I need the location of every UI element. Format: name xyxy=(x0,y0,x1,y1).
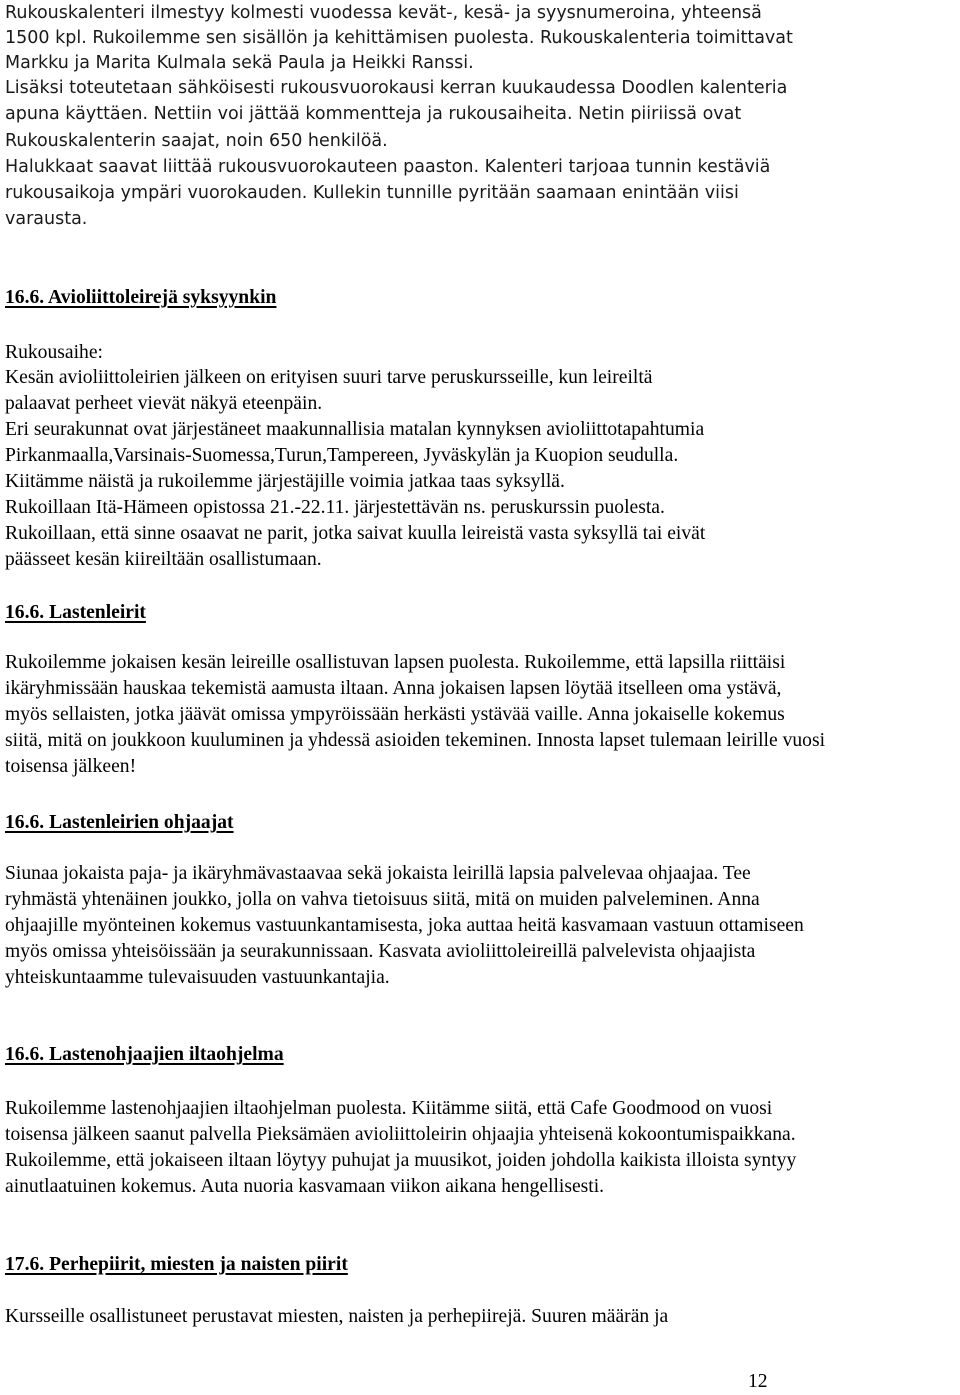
section-heading: 16.6. Lastenleirien ohjaajat xyxy=(5,812,234,833)
section-heading: 16.6. Lastenohjaajien iltaohjelma xyxy=(5,1044,284,1065)
section-line: myös omissa yhteisöissään ja seurakunnissaan. Kasvata avioliittoleireillä palvelevista ohjaajista xyxy=(5,941,756,962)
section-heading: 16.6. Lastenleirit xyxy=(5,602,146,623)
section-line: Eri seurakunnat ovat järjestäneet maakunnallisia matalan kynnyksen avioliittotapahtumia xyxy=(5,419,705,440)
section-line: toisensa jälkeen! xyxy=(5,756,137,777)
section-line: ohjaajille myönteinen kokemus vastuunkantamisesta, joka auttaa heitä kasvamaan vastuun ottamiseen xyxy=(5,915,804,936)
intro-line: apuna käyttäen. Nettiin voi jättää kommentteja ja rukousaiheita. Netin piiriissä ovat xyxy=(5,104,742,124)
section-line: Pirkanmaalla,Varsinais-Suomessa,Turun,Tampereen, Jyväskylän ja Kuopion seudulla. xyxy=(5,445,679,466)
intro-line: 1500 kpl. Rukoilemme sen sisällön ja kehittämisen puolesta. Rukouskalenteria toimittavat xyxy=(5,28,793,48)
section-line: toisensa jälkeen saanut palvella Pieksämäen avioliittoleirin ohjaajia yhteisenä kokoontumispaikkana. xyxy=(5,1124,796,1145)
section-line: yhteiskuntaamme tulevaisuuden vastuunkantajia. xyxy=(5,967,390,988)
section-line: Rukoilemme jokaisen kesän leireille osallistuvan lapsen puolesta. Rukoilemme, että lapsilla riittäisi xyxy=(5,652,786,673)
intro-line: Rukouskalenterin saajat, noin 650 henkilöä. xyxy=(5,131,388,151)
section-line: Rukoillaan Itä-Hämeen opistossa 21.-22.11. järjestettävän ns. peruskurssin puolesta. xyxy=(5,497,665,518)
section-line: Rukoilemme lastenohjaajien iltaohjelman puolesta. Kiitämme siitä, että Cafe Goodmood on vuosi xyxy=(5,1098,773,1119)
intro-line: varausta. xyxy=(5,209,88,229)
section-line: ryhmästä yhtenäinen joukko, jolla on vahva tietoisuus siitä, mitä on muiden palveleminen. Anna xyxy=(5,889,760,910)
section-line: Rukoilemme, että jokaiseen iltaan löytyy puhujat ja muusikot, joiden johdolla kaikista illoista syntyy xyxy=(5,1150,797,1171)
section-line: Kiitämme näistä ja rukoilemme järjestäjille voimia jatkaa taas syksyllä. xyxy=(5,471,565,492)
section-line: myös sellaisten, jotka jäävät omissa ympyröissään herkästi ystävää vaille. Anna jokaiselle kokemus xyxy=(5,704,785,725)
section-line: palaavat perheet vievät näkyä eteenpäin. xyxy=(5,393,323,414)
intro-line: Halukkaat saavat liittää rukousvuorokauteen paaston. Kalenteri tarjoaa tunnin kestäviä xyxy=(5,157,771,177)
section-line: päässeet kesän kiireiltään osallistumaan. xyxy=(5,549,322,570)
section-heading: 16.6. Avioliittoleirejä syksyynkin xyxy=(5,287,277,308)
section-heading: 17.6. Perhepiirit, miesten ja naisten piirit xyxy=(5,1254,348,1275)
section-line: siitä, mitä on joukkoon kuuluminen ja yhdessä asioiden tekeminen. Innosta lapset tulemaan leirille vuosi xyxy=(5,730,826,751)
intro-line: Rukouskalenteri ilmestyy kolmesti vuodessa kevät-, kesä- ja syysnumeroina, yhteensä xyxy=(5,3,762,23)
section-line: Rukoillaan, että sinne osaavat ne parit, jotka saivat kuulla leireistä vasta syksyllä tai eivät xyxy=(5,523,706,544)
section-line: ainutlaatuinen kokemus. Auta nuoria kasvamaan viikon aikana hengellisesti. xyxy=(5,1176,605,1197)
section-line: Kesän avioliittoleirien jälkeen on erityisen suuri tarve peruskursseille, kun leireiltä xyxy=(5,367,653,388)
section-line: Kursseille osallistuneet perustavat miesten, naisten ja perhepiirejä. Suuren määrän ja xyxy=(5,1306,669,1327)
intro-line: Lisäksi toteutetaan sähköisesti rukousvuorokausi kerran kuukaudessa Doodlen kalenteria xyxy=(5,78,788,98)
intro-line: Markku ja Marita Kulmala sekä Paula ja Heikki Ranssi. xyxy=(5,53,474,73)
section-line: Rukousaihe: xyxy=(5,342,103,363)
section-line: ikäryhmissään hauskaa tekemistä aamusta iltaan. Anna jokaisen lapsen löytää itselleen oma ystävä, xyxy=(5,678,782,699)
section-line: Siunaa jokaista paja- ja ikäryhmävastaavaa sekä jokaista leirillä lapsia palvelevaa ohjaajaa. Tee xyxy=(5,863,751,884)
page-number: 12 xyxy=(748,1371,768,1392)
intro-line: rukousaikoja ympäri vuorokauden. Kullekin tunnille pyritään saamaan enintään viisi xyxy=(5,183,739,203)
